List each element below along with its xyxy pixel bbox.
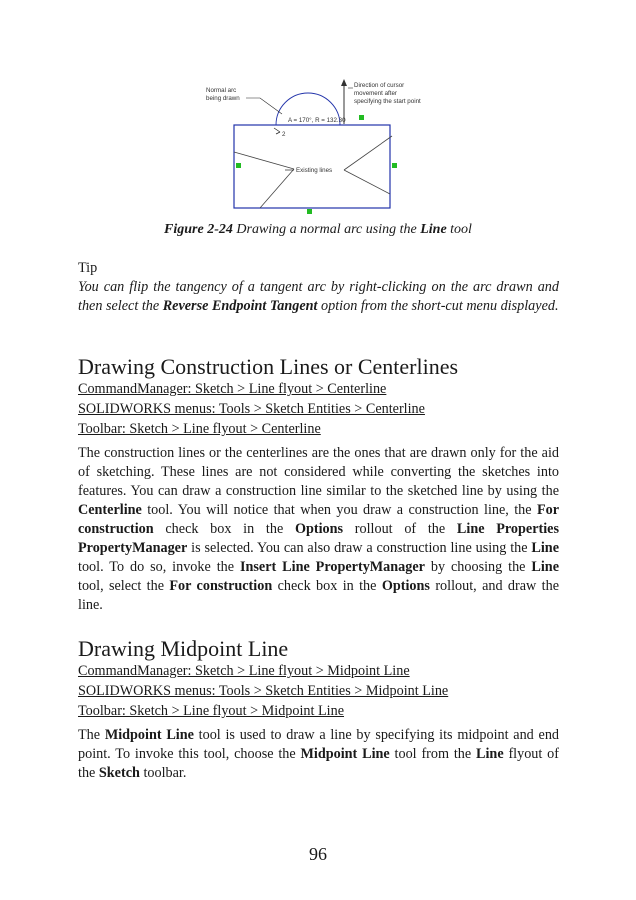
term: Centerline [78,502,142,518]
text: is selected. You can also draw a construction line using the [187,540,532,556]
text: The [78,727,105,743]
text: tool is used to draw a line by specifying its midpoint and end point. To invoke this tool, choose the [78,727,560,762]
label-normal-arc: Normal arc being drawn [206,87,240,102]
path-toolbar-midpoint: Toolbar: Sketch > Line flyout > Midpoint Line [78,703,345,719]
text: rollout, and draw the line. [78,578,559,613]
label-direction: Direction of cursor movement after specifying the start point [354,82,421,105]
text: rollout of the [343,521,457,537]
path-toolbar-centerline: Toolbar: Sketch > Line flyout > Centerline [78,421,321,437]
paragraph-midpoint [78,726,559,783]
text: check box in the [153,521,295,537]
term: Midpoint Line [300,746,390,762]
term: Options [294,521,344,537]
handle-left[interactable] [236,163,241,168]
handle-right[interactable] [392,163,397,168]
term: Line Properties PropertyManager [78,521,559,556]
tip-label: Tip [78,260,98,276]
term: Insert Line PropertyManager [239,559,425,575]
existing-line-2 [260,169,294,208]
normal-arc-leader [246,98,282,114]
text: toolbar. [139,765,187,781]
term: For construction [78,502,559,537]
direction-arrowhead [341,79,347,86]
text: flyout of the [78,746,559,781]
term: Options [381,578,430,594]
label-existing-lines: Existing lines [296,167,333,174]
figure-arc-drawing [196,74,436,220]
existing-line-3 [344,136,392,170]
cursor-icon [274,128,280,134]
label-readout: A = 170°, R = 132.30 [288,117,346,124]
path-commandmanager-centerline: CommandManager: Sketch > Line flyout > Centerline [78,381,387,397]
tip-bold: Reverse Endpoint Tangent [162,298,318,314]
path-menus-centerline: SOLIDWORKS menus: Tools > Sketch Entities > Centerline [78,401,425,417]
section-heading-centerlines: Drawing Construction Lines or Centerlines [78,354,459,379]
figure-caption [78,221,558,238]
page-number: 96 [309,844,327,864]
path-menus-midpoint: SOLIDWORKS menus: Tools > Sketch Entities > Midpoint Line [78,683,449,699]
text: tool, select the [78,578,170,594]
term: Sketch [98,765,140,781]
caption-tool: Line [420,222,447,237]
path-commandmanager-midpoint: CommandManager: Sketch > Line flyout > Midpoint Line [78,663,410,679]
text: check box in the [272,578,382,594]
handle-bottom[interactable] [307,209,312,214]
caption-text: Drawing a normal arc using the [232,222,421,237]
arc-diagram [196,74,436,220]
caption-text-end: tool [446,222,472,237]
section-heading-midpoint: Drawing Midpoint Line [78,636,289,661]
term: Midpoint Line [104,727,194,743]
handle-top[interactable] [359,115,364,120]
term: Line [476,746,504,762]
paragraph-centerlines [78,444,559,615]
text: by choosing the [424,559,532,575]
existing-line-1 [234,152,294,169]
text: tool. To do so, invoke the [78,559,240,575]
term: Line [531,559,559,575]
term: For construction [169,578,273,594]
text: tool. You will notice that when you draw a construction line, the [141,502,537,518]
tip-text [78,278,559,316]
tip-text-part: You can flip the tangency of a tangent arc by right-clicking on the arc drawn and then select the [78,279,559,314]
cursor-number: 2 [282,131,286,138]
text: The construction lines or the centerlines are the ones that are drawn only for the aid of sketching. These lines are not considered while converting the sketches into features. You can draw a construction line similar to the sketched line by using the [78,445,559,499]
tip-text-part-end: option from the short-cut menu displayed. [317,298,559,314]
text: tool from the [389,746,477,762]
term: Line [531,540,559,556]
existing-line-4 [344,170,390,194]
caption-number: Figure 2-24 [164,222,233,237]
